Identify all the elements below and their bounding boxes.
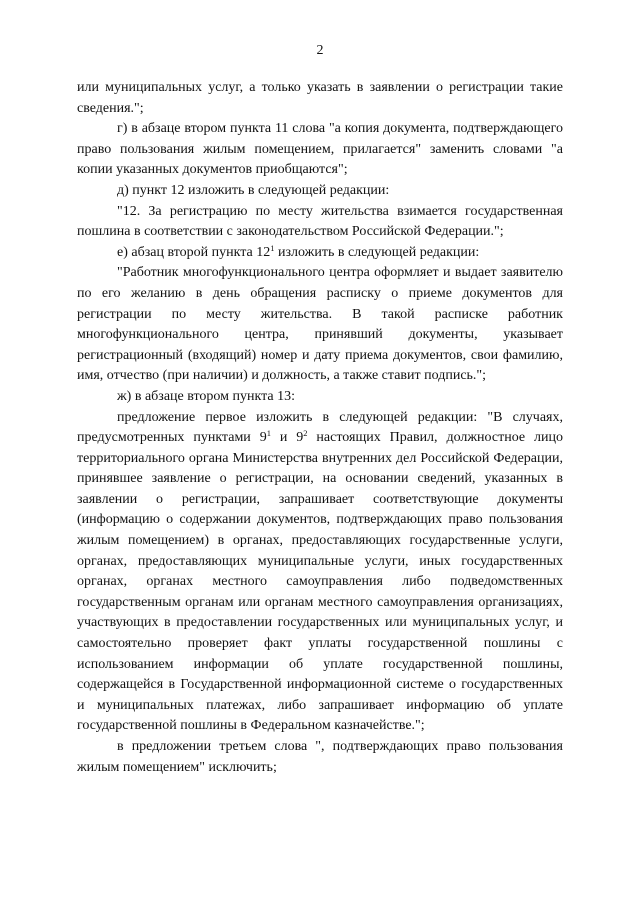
paragraph-item-zh: ж) в абзаце втором пункта 13: (117, 388, 296, 404)
superscript-1: 1 (270, 242, 275, 253)
paragraph-first-sentence-after: настоящих Правил, должностное лицо территориального органа Министерства внутренних дел Российской Федерации, принявшее заявление о регистрации, на основании сведений, указанных в заявлении о регистрации, запрашивает соответствующие документы (информацию о содержании документов, подтверждающих право пользования жилым помещением) в органах, предоставляющих государственные услуги, органах, предоставляющих муниципальные услуги, иных государственных органах, органах местного самоуправления либо подведомственных государственным органам или органам местного самоуправления организациях, участвующих в предоставлении государственных или муниципальных услуг, и самостоятельно проверяет факт уплаты государственной пошлины с использованием информации об уплате государственной пошлины, содержащейся в Государственной информационной системе о государственных и муниципальных платежах, либо запрашивает информацию об уплате государственной пошлины в Федеральном казначействе."; (77, 430, 563, 734)
superscript-1-b: 1 (266, 428, 271, 439)
paragraph-item-d: д) пункт 12 изложить в следующей редакции: (117, 182, 390, 198)
paragraph-quote-worker: "Работник многофункционального центра оформляет и выдает заявителю по его желанию в день обращения расписку о приеме документов для регистрации по месту жительства. В такой расписке работник многофункционального центра, принявший документы, указывает регистрационный (входящий) номер и дату приема документов, свои фамилию, имя, отчество (при наличии) и должность, а также ставит подпись."; (77, 265, 563, 384)
paragraph-item-e-text-after: изложить в следующей редакции: (274, 244, 480, 260)
paragraph-item-e-text-before: е) абзац второй пункта 12 (117, 244, 271, 260)
page-number: 2 (316, 43, 324, 58)
paragraph-first-sentence (77, 408, 563, 738)
paragraph-first-sentence-before: предложение первое изложить в следующей редакции: "В случаях, предусмотренных пунктами 9 (77, 409, 563, 446)
superscript-2: 2 (303, 428, 308, 439)
paragraph-item-e (77, 243, 563, 264)
document-body (77, 78, 563, 778)
paragraph-quote-12: "12. За регистрацию по месту жительства взимается государственная пошлина в соответствии с законодательством Российской Федерации."; (77, 203, 563, 240)
paragraph-item-g: г) в абзаце втором пункта 11 слова "а копия документа, подтверждающего право пользования жилым помещением, прилагается" заменить словами "а копии указанных документов приобщаются"; (77, 121, 563, 178)
paragraph-third-sentence: в предложении третьем слова ", подтверждающих право пользования жилым помещением" исключить; (77, 739, 563, 775)
paragraph-first-sentence-middle: и 9 (270, 430, 304, 446)
paragraph-continuation: или муниципальных услуг, а только указать в заявлении о регистрации такие сведения."; (77, 80, 563, 116)
